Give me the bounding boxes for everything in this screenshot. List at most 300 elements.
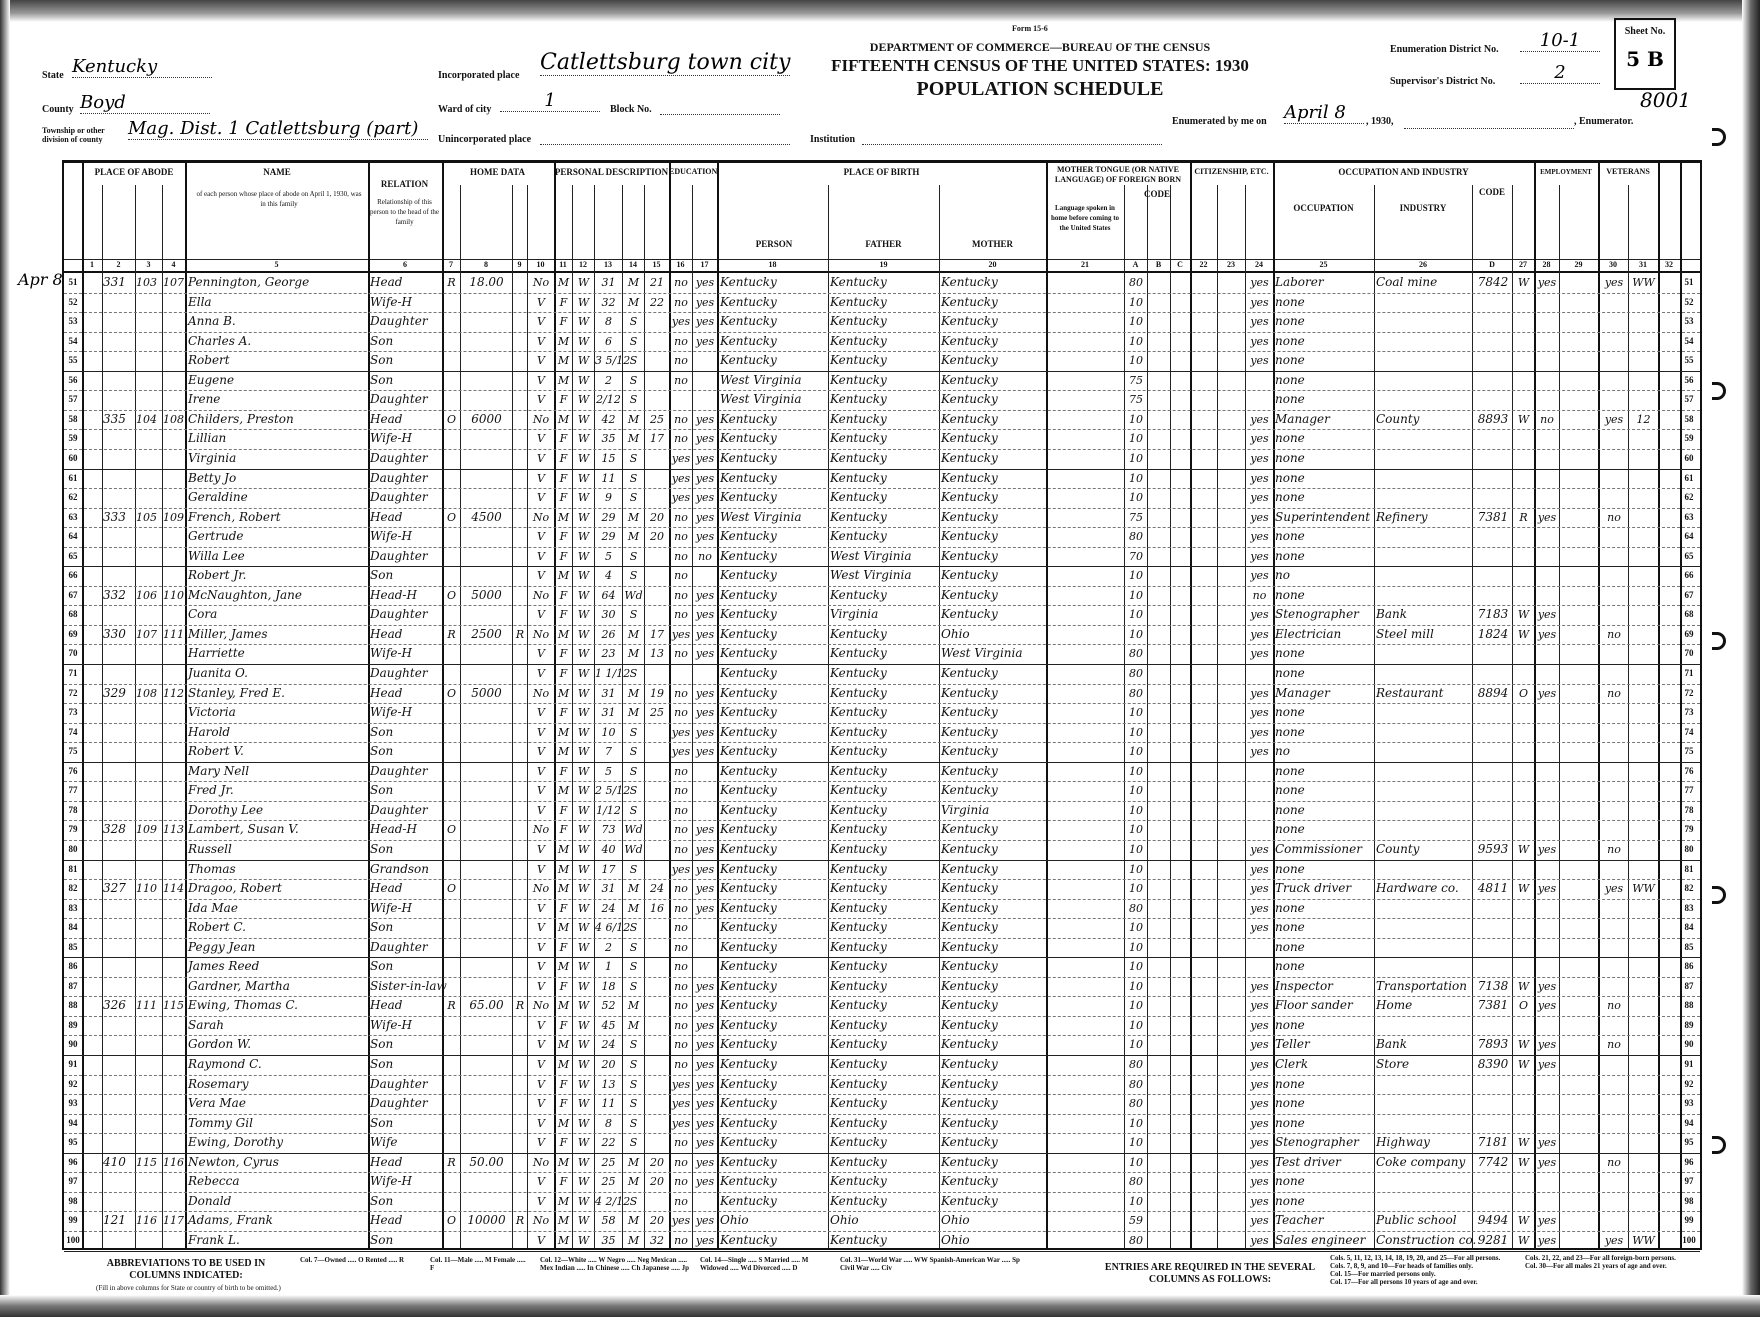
- birthplace-mother: Kentucky: [941, 1057, 998, 1071]
- line-number: 61: [68, 472, 78, 483]
- entries-6: Col. 30—For all males 21 years of age and over.: [1525, 1262, 1667, 1270]
- line-number: 64: [68, 531, 78, 542]
- occupation-code: 9593: [1477, 841, 1509, 856]
- birthplace-mother: Kentucky: [941, 275, 998, 289]
- line-number: 95: [68, 1137, 78, 1148]
- birth-code: 10: [1129, 1194, 1143, 1208]
- farm: V: [537, 608, 545, 622]
- marital-status: S: [629, 979, 638, 993]
- age-at-marriage: 20: [650, 1155, 664, 1169]
- veteran: no: [1607, 627, 1621, 641]
- speaks-english: yes: [1250, 882, 1269, 896]
- class-of-worker: W: [1517, 1155, 1530, 1169]
- sex: F: [559, 1097, 568, 1111]
- header-occ-code: CODE: [1478, 187, 1505, 197]
- birthplace-father: Kentucky: [830, 353, 887, 368]
- table-row: [64, 1094, 1700, 1114]
- table-row: [64, 1016, 1700, 1036]
- person-name: Adams, Frank: [188, 1213, 273, 1228]
- literacy: yes: [695, 315, 715, 329]
- speaks-english: yes: [1250, 1077, 1269, 1091]
- home-tenure: R: [447, 999, 456, 1013]
- race: W: [577, 999, 590, 1013]
- line-number: 54: [68, 335, 78, 346]
- occupation: none: [1275, 783, 1305, 798]
- occupation: none: [1275, 861, 1305, 876]
- farm: No: [532, 276, 550, 289]
- radio-set: R: [515, 1214, 525, 1228]
- farm: V: [537, 706, 545, 720]
- birthplace-person: Kentucky: [720, 998, 777, 1013]
- race: W: [577, 295, 590, 309]
- birthplace-mother: Kentucky: [941, 490, 998, 505]
- abbrev-note: (Fill in above columns for State or country of birth to be omitted.): [96, 1284, 281, 1292]
- dwelling-number: 103: [136, 276, 157, 289]
- age: 35: [601, 1233, 616, 1247]
- birthplace-mother: Ohio: [941, 626, 970, 641]
- literacy: yes: [695, 1116, 715, 1130]
- person-name: Irene: [188, 392, 221, 407]
- line-number: 69: [68, 628, 78, 639]
- sex: M: [557, 627, 570, 641]
- marital-status: Wd: [624, 588, 643, 602]
- age-at-marriage: 20: [650, 1175, 664, 1189]
- age: 2/12: [596, 393, 621, 407]
- table-row: [64, 1055, 1700, 1075]
- birthplace-person: Kentucky: [720, 900, 777, 915]
- relation: Daughter: [370, 490, 428, 505]
- farm: V: [537, 1058, 545, 1071]
- person-name: Robert C.: [188, 920, 246, 935]
- school-attendance: yes: [671, 862, 691, 876]
- table-row: [64, 703, 1700, 723]
- relation: Son: [370, 372, 394, 387]
- race: W: [577, 276, 590, 289]
- employed: yes: [1537, 276, 1557, 289]
- race: W: [577, 1018, 590, 1032]
- age: 7: [605, 745, 612, 759]
- birthplace-person: Kentucky: [720, 1096, 777, 1111]
- sex: F: [559, 901, 568, 915]
- birth-code: 10: [1129, 1155, 1143, 1169]
- birthplace-person: Kentucky: [720, 1174, 777, 1189]
- home-tenure: R: [447, 627, 456, 641]
- birthplace-person: Kentucky: [720, 490, 777, 505]
- literacy: yes: [695, 432, 715, 446]
- supervisor-value: 2: [1520, 62, 1600, 84]
- birthplace-mother: Kentucky: [941, 724, 998, 739]
- farm: No: [532, 823, 550, 837]
- farm: V: [537, 354, 545, 368]
- relation: Daughter: [370, 548, 428, 563]
- enumerated-date: April 8: [1284, 102, 1364, 124]
- sex: M: [557, 921, 570, 935]
- column-number: 19: [879, 260, 888, 269]
- header-birth-mother: MOTHER: [971, 239, 1013, 249]
- race: W: [577, 940, 590, 954]
- school-attendance: no: [674, 1058, 688, 1071]
- farm: V: [537, 803, 545, 817]
- speaks-english: yes: [1250, 412, 1269, 426]
- school-attendance: no: [674, 706, 688, 720]
- abbrev-col7: Col. 7—Owned ..... O Rented ..... R: [300, 1256, 405, 1264]
- ed-value: 10-1: [1520, 30, 1600, 52]
- home-tenure: R: [447, 276, 456, 289]
- table-row: [64, 899, 1700, 919]
- race: W: [577, 1038, 590, 1052]
- table-row: [64, 1231, 1700, 1251]
- radio-set: R: [515, 627, 525, 641]
- header-occupation: OCCUPATION: [1293, 203, 1354, 213]
- birthplace-person: Kentucky: [720, 1154, 777, 1169]
- birth-code: 10: [1129, 1038, 1143, 1052]
- class-of-worker: W: [1517, 627, 1530, 641]
- home-value: 5000: [471, 685, 502, 700]
- sex: F: [559, 1077, 568, 1091]
- school-attendance: no: [674, 334, 688, 348]
- column-number: 20: [988, 260, 997, 269]
- marital-status: M: [627, 999, 640, 1013]
- farm: V: [537, 1136, 545, 1150]
- birthplace-father: Kentucky: [830, 822, 887, 837]
- race: W: [577, 921, 590, 935]
- marital-status: S: [629, 1136, 638, 1150]
- marital-status: M: [627, 1233, 640, 1247]
- race: W: [577, 764, 590, 778]
- age-at-marriage: 22: [650, 295, 664, 309]
- race: W: [577, 549, 590, 563]
- birthplace-person: Kentucky: [720, 1193, 777, 1208]
- birth-code: 75: [1129, 510, 1143, 524]
- war: WW: [1632, 276, 1655, 289]
- veteran: yes: [1604, 1233, 1624, 1247]
- class-of-worker: W: [1517, 276, 1530, 289]
- age: 3 5/12: [595, 354, 631, 368]
- birth-code: 10: [1129, 706, 1143, 720]
- employed: yes: [1537, 1214, 1557, 1228]
- age: 24: [601, 1038, 616, 1052]
- occupation-code: 7893: [1477, 1037, 1509, 1052]
- relation: Wife-H: [370, 1174, 413, 1189]
- birth-code: 10: [1129, 295, 1143, 309]
- line-number-right: 66: [1684, 570, 1694, 581]
- birthplace-person: Kentucky: [720, 744, 777, 759]
- marital-status: M: [627, 901, 640, 915]
- state-label: State: [42, 70, 64, 81]
- birthplace-mother: Kentucky: [941, 568, 998, 583]
- sex: M: [557, 569, 570, 583]
- race: W: [577, 354, 590, 368]
- birthplace-mother: Kentucky: [941, 1174, 998, 1189]
- literacy: yes: [695, 588, 715, 602]
- industry: Construction co.: [1376, 1232, 1477, 1247]
- home-value: 5000: [471, 587, 502, 602]
- speaks-english: yes: [1250, 901, 1269, 915]
- speaks-english: yes: [1250, 510, 1269, 524]
- birthplace-father: Kentucky: [830, 587, 887, 602]
- line-number-right: 93: [1684, 1098, 1694, 1109]
- occupation: Floor sander: [1275, 998, 1353, 1013]
- employed: yes: [1537, 1155, 1557, 1169]
- birth-code: 10: [1129, 627, 1143, 641]
- birthplace-father: Kentucky: [830, 646, 887, 661]
- speaks-english: yes: [1250, 276, 1269, 289]
- line-number-right: 76: [1684, 765, 1694, 776]
- line-number-right: 92: [1684, 1078, 1694, 1089]
- enumerated-year: , 1930,: [1366, 116, 1394, 127]
- stamp-number: 8001: [1640, 88, 1691, 112]
- farm: V: [537, 549, 545, 563]
- birth-code: 80: [1129, 1058, 1143, 1071]
- farm: V: [537, 842, 545, 856]
- speaks-english: yes: [1250, 979, 1269, 993]
- column-number: A: [1132, 260, 1139, 269]
- header-birth-person: PERSON: [755, 239, 793, 249]
- block-label: Block No.: [610, 104, 652, 115]
- column-number: 21: [1081, 260, 1089, 269]
- line-number: 58: [68, 413, 78, 424]
- line-number: 100: [66, 1234, 80, 1245]
- birthplace-person: Kentucky: [720, 881, 777, 896]
- line-number-right: 55: [1684, 355, 1694, 366]
- birthplace-mother: Kentucky: [941, 529, 998, 544]
- race: W: [577, 1214, 590, 1228]
- relation: Grandson: [370, 861, 429, 876]
- line-number: 56: [68, 374, 78, 385]
- person-name: Lillian: [188, 431, 227, 446]
- marital-status: M: [627, 1214, 640, 1228]
- school-attendance: yes: [671, 491, 691, 505]
- occupation: none: [1275, 1076, 1305, 1091]
- marital-status: S: [629, 1097, 638, 1111]
- race: W: [577, 471, 590, 485]
- entries-4: Col. 17—For all persons 10 years of age and over.: [1330, 1278, 1478, 1286]
- house-number: 410: [103, 1154, 126, 1169]
- birthplace-father: Kentucky: [830, 1135, 887, 1150]
- sex: M: [557, 862, 570, 876]
- home-tenure: R: [447, 1155, 456, 1169]
- person-name: Harold: [188, 724, 231, 739]
- birth-code: 10: [1129, 745, 1143, 759]
- birthplace-father: Kentucky: [830, 411, 887, 426]
- birthplace-person: Kentucky: [720, 959, 777, 974]
- school-attendance: no: [674, 530, 688, 544]
- person-name: French, Robert: [188, 509, 281, 524]
- institution-field: [862, 134, 1162, 145]
- farm: No: [532, 1214, 550, 1228]
- farm: V: [537, 1038, 545, 1052]
- home-value: 65.00: [469, 998, 504, 1013]
- sex: F: [559, 530, 568, 544]
- school-attendance: yes: [671, 627, 691, 641]
- table-row: [64, 684, 1700, 704]
- birthplace-father: Kentucky: [830, 1115, 887, 1130]
- birthplace-person: Kentucky: [720, 646, 777, 661]
- header-home-data: HOME DATA: [470, 167, 525, 177]
- person-name: Robert: [188, 353, 230, 368]
- age: 20: [601, 1058, 616, 1071]
- marital-status: S: [629, 784, 638, 798]
- age: 9: [605, 491, 612, 505]
- birthplace-father: Kentucky: [830, 685, 887, 700]
- line-number-right: 79: [1684, 824, 1694, 835]
- line-number: 78: [68, 804, 78, 815]
- relation: Wife-H: [370, 705, 413, 720]
- birth-code: 10: [1129, 999, 1143, 1013]
- binding-hole: [1712, 632, 1726, 650]
- industry: Highway: [1376, 1135, 1430, 1150]
- table-row: [64, 527, 1700, 547]
- occupation-code: 7183: [1477, 607, 1509, 622]
- employed: yes: [1537, 842, 1557, 856]
- age: 17: [601, 862, 616, 876]
- occupation-code: 8893: [1477, 411, 1509, 426]
- occupation: none: [1275, 431, 1305, 446]
- birth-code: 75: [1129, 373, 1143, 387]
- entries-title: ENTRIES ARE REQUIRED IN THE SEVERAL COLUMNS AS FOLLOWS:: [1104, 1262, 1316, 1285]
- school-attendance: no: [674, 1175, 688, 1189]
- relation: Son: [370, 744, 394, 759]
- employed: yes: [1537, 1233, 1557, 1247]
- birthplace-mother: Kentucky: [941, 548, 998, 563]
- class-of-worker: W: [1517, 882, 1530, 896]
- school-attendance: no: [674, 354, 688, 368]
- birthplace-father: Kentucky: [830, 626, 887, 641]
- home-tenure: O: [446, 882, 457, 896]
- age: 52: [601, 999, 616, 1013]
- birth-code: 10: [1129, 1136, 1143, 1150]
- person-name: Anna B.: [188, 314, 236, 329]
- birthplace-person: Kentucky: [720, 978, 777, 993]
- marital-status: M: [627, 1018, 640, 1032]
- birthplace-mother: Kentucky: [941, 705, 998, 720]
- occupation: Electrician: [1275, 626, 1342, 641]
- birthplace-father: Kentucky: [830, 763, 887, 778]
- column-number: 16: [676, 260, 685, 269]
- literacy: yes: [695, 1136, 715, 1150]
- marital-status: S: [629, 1038, 638, 1052]
- birthplace-person: Kentucky: [720, 294, 777, 309]
- race: W: [577, 803, 590, 817]
- row-rule: [64, 1251, 1700, 1252]
- relation: Head: [370, 275, 403, 289]
- relation: Wife-H: [370, 1017, 413, 1032]
- relation: Head: [370, 1154, 403, 1169]
- relation: Son: [370, 920, 394, 935]
- sex: F: [559, 608, 568, 622]
- line-number: 63: [68, 511, 78, 522]
- veteran: yes: [1604, 882, 1624, 896]
- birthplace-father: Kentucky: [830, 881, 887, 896]
- speaks-english: yes: [1250, 295, 1269, 309]
- line-number-right: 98: [1684, 1195, 1694, 1206]
- farm: V: [537, 1116, 545, 1130]
- county-value: Boyd: [80, 92, 210, 114]
- literacy: yes: [695, 530, 715, 544]
- age-at-marriage: 25: [650, 706, 664, 720]
- age: 1 1/12: [595, 667, 631, 680]
- entries-1: Cols. 5, 11, 12, 13, 14, 18, 19, 20, and 25—For all persons.: [1330, 1254, 1501, 1262]
- birthplace-mother: Ohio: [941, 1213, 970, 1228]
- relation: Daughter: [370, 314, 428, 329]
- relation: Son: [370, 1232, 394, 1247]
- birth-code: 10: [1129, 882, 1143, 896]
- person-name: Donald: [188, 1193, 232, 1208]
- birthplace-father: Kentucky: [830, 1154, 887, 1169]
- birthplace-father: Virginia: [830, 607, 879, 622]
- speaks-english: yes: [1250, 315, 1269, 329]
- birth-code: 80: [1129, 1097, 1143, 1111]
- occupation: Commissioner: [1275, 841, 1362, 856]
- race: W: [577, 393, 590, 407]
- war: 12: [1636, 412, 1651, 426]
- occupation: none: [1275, 724, 1305, 739]
- sex: F: [559, 823, 568, 837]
- column-number: 6: [403, 260, 407, 269]
- column-number: 18: [768, 260, 777, 269]
- birthplace-mother: Kentucky: [941, 841, 998, 856]
- dwelling-number: 110: [136, 882, 157, 896]
- column-number: 29: [1574, 260, 1583, 269]
- birth-code: 80: [1129, 1175, 1143, 1189]
- line-number: 53: [68, 316, 78, 327]
- school-attendance: no: [674, 295, 688, 309]
- farm: V: [537, 667, 545, 680]
- person-name: Childers, Preston: [188, 411, 294, 426]
- line-number-right: 70: [1684, 648, 1694, 659]
- race: W: [577, 647, 590, 661]
- person-name: Frank L.: [188, 1232, 240, 1247]
- birthplace-mother: Kentucky: [941, 1096, 998, 1111]
- family-number: 115: [163, 999, 184, 1013]
- occupation: Teacher: [1275, 1213, 1324, 1228]
- birthplace-father: Kentucky: [830, 1017, 887, 1032]
- farm: No: [532, 686, 550, 700]
- age: 25: [601, 1155, 616, 1169]
- header-occupation-industry: OCCUPATION AND INDUSTRY: [1338, 167, 1469, 177]
- occupation: none: [1275, 1115, 1305, 1130]
- occupation: none: [1275, 353, 1305, 368]
- family-number: 107: [163, 276, 184, 289]
- table-row: [64, 977, 1700, 997]
- table-row: [64, 508, 1700, 528]
- column-number: 9: [517, 260, 522, 269]
- birthplace-father: Kentucky: [830, 431, 887, 446]
- marital-status: S: [629, 315, 638, 329]
- employed: yes: [1537, 686, 1557, 700]
- birth-code: 70: [1129, 549, 1143, 563]
- marital-status: S: [629, 745, 638, 759]
- birthplace-mother: Kentucky: [941, 1193, 998, 1208]
- occupation: none: [1275, 392, 1305, 407]
- abbrev-col12: Col. 12—White ..... W Negro ..... Neg Mexican ..... Mex Indian ..... In Chinese ..... Ch Japanese ..... Jp: [540, 1256, 689, 1272]
- birthplace-father: Kentucky: [830, 939, 887, 954]
- occupation: Inspector: [1275, 978, 1333, 993]
- age: 23: [601, 647, 616, 661]
- line-number: 67: [68, 589, 78, 600]
- population-schedule-table: [62, 160, 1702, 1250]
- table-row: [64, 273, 1700, 293]
- race: W: [577, 686, 590, 700]
- speaks-english: yes: [1250, 999, 1269, 1013]
- occupation: Laborer: [1275, 275, 1324, 289]
- birthplace-person: Kentucky: [720, 314, 777, 329]
- birthplace-mother: Kentucky: [941, 763, 998, 778]
- birthplace-person: Kentucky: [720, 666, 777, 680]
- header-industry: INDUSTRY: [1399, 203, 1447, 213]
- school-attendance: yes: [671, 1097, 691, 1111]
- employed: yes: [1537, 627, 1557, 641]
